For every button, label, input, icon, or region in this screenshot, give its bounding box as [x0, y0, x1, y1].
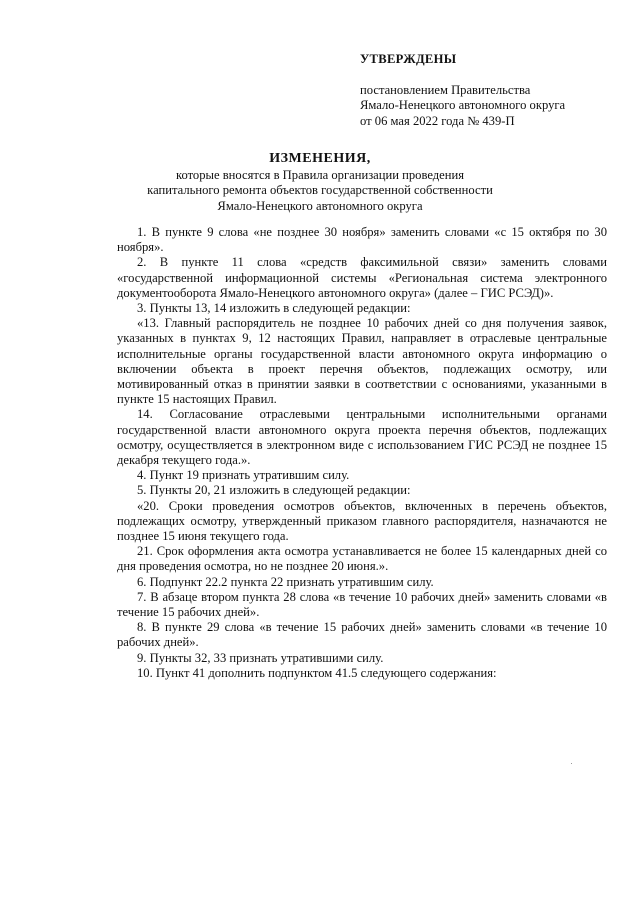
paragraph: 1. В пункте 9 слова «не позднее 30 ноября» заменить словами «с 15 октября по 30 ноября».: [117, 225, 607, 255]
paragraph: 14. Согласование отраслевыми центральными исполнительными органами государственной власти автономного округа проекта перечня объектов, подлежащих осмотру, осуществляется в электронном виде с использованием ГИС РСЭД не позднее 15 декабря текущего года.».: [117, 407, 607, 468]
subtitle-line: которые вносятся в Правила организации проведения: [175, 168, 465, 182]
paragraph: 21. Срок оформления акта осмотра устанавливается не более 15 календарных дней со дня проведения осмотра, но не позднее 20 июня.».: [117, 544, 607, 574]
scan-speck: [571, 763, 572, 764]
paragraph: 2. В пункте 11 слова «средств факсимильной связи» заменить словами «государственной информационной системы «Региональная система электронного документооборота Ямало-Ненецкого автономного округа» (далее – ГИС РСЭД)».: [117, 255, 607, 300]
paragraph: 6. Подпункт 22.2 пункта 22 признать утратившим силу.: [137, 574, 434, 589]
document-subtitle: [120, 168, 520, 214]
paragraph: «13. Главный распорядитель не позднее 10 рабочих дней со дня получения заявок, указанных в пунктах 9, 12 настоящих Правил, направляет в отраслевые центральные исполнительные органы государственной власти автономного округа информацию о включении объекта в проект перечня объектов, подлежащих осмотру, или мотивированный отказ в принятии заявки в соответствии с основаниями, указанными в пункте 15 настоящих Правил.: [117, 316, 607, 407]
approval-line: постановлением Правительства: [360, 82, 531, 97]
paragraph: 10. Пункт 41 дополнить подпунктом 41.5 следующего содержания:: [137, 665, 497, 680]
paragraph: 7. В абзаце втором пункта 28 слова «в течение 10 рабочих дней» заменить словами «в течение 15 рабочих дней».: [117, 589, 607, 620]
approval-block: [360, 52, 630, 129]
approval-line: от 06 мая 2022 года № 439-П: [360, 113, 515, 128]
document-body: [117, 225, 607, 681]
approval-stamp: УТВЕРЖДЕНЫ: [360, 52, 457, 66]
paragraph: 5. Пункты 20, 21 изложить в следующей редакции:: [137, 483, 411, 498]
paragraph: 3. Пункты 13, 14 изложить в следующей редакции:: [137, 301, 411, 316]
paragraph: «20. Сроки проведения осмотров объектов, включенных в перечень объектов, подлежащих осмотру, утвержденный приказом главного распорядителя, назначаются не позднее 15 июня текущего года.: [117, 498, 607, 544]
subtitle-line: Ямало-Ненецкого автономного округа: [217, 198, 423, 213]
paragraph: 9. Пункты 32, 33 признать утратившими силу.: [137, 650, 384, 665]
subtitle-line: капитального ремонта объектов государственной собственности: [147, 183, 493, 198]
paragraph: 8. В пункте 29 слова «в течение 15 рабочих дней» заменить словами «в течение 10 рабочих дней».: [117, 620, 607, 650]
document-title: ИЗМЕНЕНИЯ,: [269, 151, 371, 166]
paragraph: 4. Пункт 19 признать утратившим силу.: [137, 468, 350, 483]
approval-line: Ямало-Ненецкого автономного округа: [360, 98, 566, 113]
